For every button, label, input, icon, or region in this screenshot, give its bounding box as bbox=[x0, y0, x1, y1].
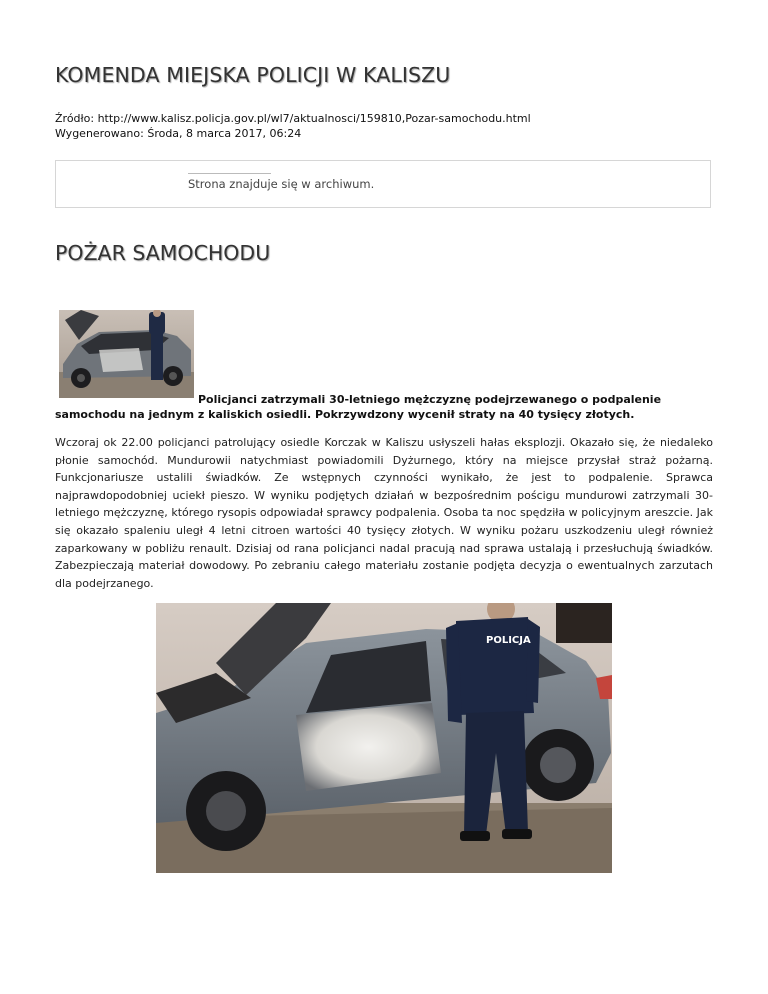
site-title: KOMENDA MIEJSKA POLICJI W KALISZU bbox=[55, 63, 451, 87]
archive-notice-text: Strona znajduje się w archiwum. bbox=[188, 177, 375, 191]
archive-notice-divider bbox=[188, 173, 271, 174]
article-thumbnail-image bbox=[59, 310, 194, 398]
source-url-line: Źródło: http://www.kalisz.policja.gov.pl/wl7/aktualnosci/159810,Pozar-samochodu.html bbox=[55, 112, 531, 125]
archive-notice-box bbox=[55, 160, 711, 208]
generated-date-line: Wygenerowano: Środa, 8 marca 2017, 06:24 bbox=[55, 127, 302, 140]
photo-police-badge-text: POLICJA bbox=[486, 635, 531, 646]
article-photo-burned-car bbox=[156, 603, 612, 873]
article-title: POŻAR SAMOCHODU bbox=[55, 241, 271, 265]
document-meta bbox=[55, 111, 531, 141]
article-body: Wczoraj ok 22.00 policjanci patrolujący osiedle Korczak w Kaliszu usłyszeli hałas eksplozji. Okazało się, że niedaleko płonie samochód. Mundurowii natychmiast powiadomili Dyżurnego, który na miejsce przysłał straż pożarną. Funkcjonariusze ustalili świadków. Ze wstępnych czynności wynikało, że jest to podpalenie. Sprawca najprawdopodobniej uciekł pieszo. W wyniku podjętych działań w bezpośrednim pościgu mundurowi zatrzymali 30-letniego mężczyznę, którego rysopis odpowiadał sprawcy podpalenia. Osoba ta noc spędziła w policyjnym areszcie. Jak się okazało spaleniu uległ 4 letni citroen wartości 40 tysięcy złotych. W wyniku pożaru uszkodzeniu uległ również zaparkowany w pobliżu renault. Dzisiaj od rana policjanci nadal pracują nad sprawa ustalają i przesłuchują świadków. Zabezpieczają materiał dowodowy. Po zebraniu całego materiału zostanie podjęta decyzja o ewentualnych zarzutach dla podejrzanego. bbox=[55, 436, 713, 590]
article-lead: Policjanci zatrzymali 30-letniego mężczyznę podejrzewanego o podpalenie samochodu na jednym z kaliskich osiedli. Pokrzywdzony wycenił straty na 40 tysięcy złotych. bbox=[55, 393, 662, 421]
